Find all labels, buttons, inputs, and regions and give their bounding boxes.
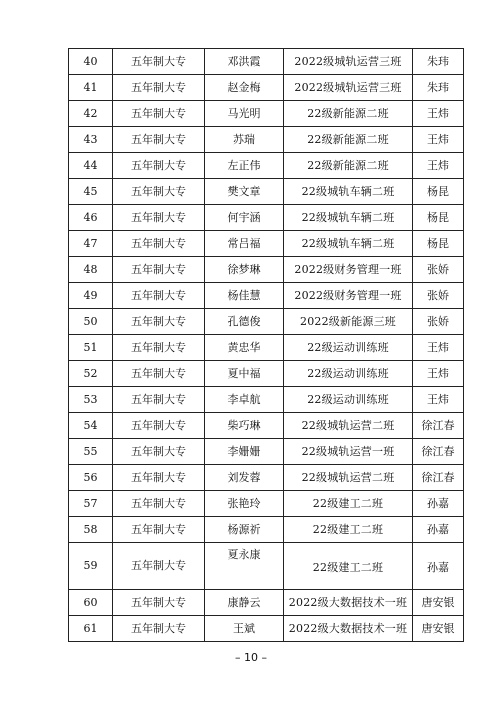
row-number: 47 [69, 231, 113, 257]
program-type: 五年制大专 [113, 361, 205, 387]
table-row [69, 179, 464, 205]
program-type: 五年制大专 [113, 283, 205, 309]
page-number: – 10 – [235, 651, 267, 664]
teacher-name: 朱玮 [413, 49, 464, 75]
student-name: 孔德俊 [205, 309, 284, 335]
row-number: 46 [69, 205, 113, 231]
class-name: 22级建工二班 [284, 491, 413, 517]
row-number: 51 [69, 335, 113, 361]
row-number: 54 [69, 413, 113, 439]
student-name: 夏中福 [205, 361, 284, 387]
student-name: 康静云 [205, 590, 284, 616]
class-name: 22级城轨车辆二班 [284, 179, 413, 205]
table-row [69, 205, 464, 231]
class-name: 2022级城轨运营三班 [284, 75, 413, 101]
program-type: 五年制大专 [113, 179, 205, 205]
row-number: 61 [69, 616, 113, 642]
teacher-name: 杨昆 [413, 179, 464, 205]
teacher-name: 孙嘉 [413, 543, 464, 590]
class-name: 2022级财务管理一班 [284, 283, 413, 309]
class-name: 2022级新能源三班 [284, 309, 413, 335]
row-number: 57 [69, 491, 113, 517]
program-type: 五年制大专 [113, 335, 205, 361]
row-number: 42 [69, 101, 113, 127]
program-type: 五年制大专 [113, 257, 205, 283]
row-number: 60 [69, 590, 113, 616]
class-name: 22级城轨运营一班 [284, 439, 413, 465]
student-name: 柴巧琳 [205, 413, 284, 439]
teacher-name: 徐江春 [413, 439, 464, 465]
row-number: 45 [69, 179, 113, 205]
table-row [69, 439, 464, 465]
program-type: 五年制大专 [113, 387, 205, 413]
teacher-name: 王炜 [413, 387, 464, 413]
teacher-name: 朱玮 [413, 75, 464, 101]
class-name: 2022级大数据技术一班 [284, 590, 413, 616]
teacher-name: 张娇 [413, 309, 464, 335]
row-number: 58 [69, 517, 113, 543]
program-type: 五年制大专 [113, 517, 205, 543]
student-name: 苏瑞 [205, 127, 284, 153]
row-number: 40 [69, 49, 113, 75]
program-type: 五年制大专 [113, 543, 205, 590]
table-row [69, 387, 464, 413]
teacher-name: 王炜 [413, 127, 464, 153]
program-type: 五年制大专 [113, 49, 205, 75]
program-type: 五年制大专 [113, 75, 205, 101]
row-number: 55 [69, 439, 113, 465]
teacher-name: 徐江春 [413, 465, 464, 491]
table-row [69, 231, 464, 257]
table-row [69, 590, 464, 616]
table-row [69, 153, 464, 179]
program-type: 五年制大专 [113, 465, 205, 491]
teacher-name: 张娇 [413, 283, 464, 309]
student-name: 杨源祈 [205, 517, 284, 543]
table-row [69, 49, 464, 75]
student-name: 黄忠华 [205, 335, 284, 361]
row-number: 52 [69, 361, 113, 387]
program-type: 五年制大专 [113, 153, 205, 179]
class-name: 22级建工二班 [284, 517, 413, 543]
program-type: 五年制大专 [113, 590, 205, 616]
table-row [69, 413, 464, 439]
student-name: 樊文章 [205, 179, 284, 205]
class-name: 2022级财务管理一班 [284, 257, 413, 283]
row-number: 49 [69, 283, 113, 309]
teacher-name: 孙嘉 [413, 517, 464, 543]
student-name: 赵金梅 [205, 75, 284, 101]
teacher-name: 张娇 [413, 257, 464, 283]
class-name: 22级运动训练班 [284, 361, 413, 387]
student-name: 刘发蓉 [205, 465, 284, 491]
teacher-name: 王炜 [413, 153, 464, 179]
program-type: 五年制大专 [113, 127, 205, 153]
student-name: 王斌 [205, 616, 284, 642]
student-name: 左正伟 [205, 153, 284, 179]
teacher-name: 唐安银 [413, 616, 464, 642]
class-name: 22级建工二班 [284, 543, 413, 590]
row-number: 56 [69, 465, 113, 491]
student-name: 杨佳慧 [205, 283, 284, 309]
program-type: 五年制大专 [113, 439, 205, 465]
class-name: 2022级大数据技术一班 [284, 616, 413, 642]
teacher-name: 徐江春 [413, 413, 464, 439]
teacher-name: 王炜 [413, 335, 464, 361]
roster-body [69, 49, 464, 642]
program-type: 五年制大专 [113, 231, 205, 257]
student-name: 张艳玲 [205, 491, 284, 517]
class-name: 2022级城轨运营三班 [284, 49, 413, 75]
program-type: 五年制大专 [113, 309, 205, 335]
teacher-name: 王炜 [413, 101, 464, 127]
program-type: 五年制大专 [113, 616, 205, 642]
program-type: 五年制大专 [113, 491, 205, 517]
table-row [69, 335, 464, 361]
row-number: 50 [69, 309, 113, 335]
row-number: 43 [69, 127, 113, 153]
student-roster-table [68, 48, 464, 642]
student-name: 李卓航 [205, 387, 284, 413]
table-row [69, 127, 464, 153]
table-row [69, 491, 464, 517]
table-row [69, 616, 464, 642]
student-name: 李姗姗 [205, 439, 284, 465]
class-name: 22级运动训练班 [284, 335, 413, 361]
table-row [69, 517, 464, 543]
row-number: 44 [69, 153, 113, 179]
program-type: 五年制大专 [113, 205, 205, 231]
student-name: 徐梦琳 [205, 257, 284, 283]
student-name: 常吕福 [205, 231, 284, 257]
row-number: 53 [69, 387, 113, 413]
table-row [69, 75, 464, 101]
teacher-name: 王炜 [413, 361, 464, 387]
table-row [69, 101, 464, 127]
teacher-name: 唐安银 [413, 590, 464, 616]
class-name: 22级新能源二班 [284, 101, 413, 127]
table-row [69, 465, 464, 491]
teacher-name: 孙嘉 [413, 491, 464, 517]
class-name: 22级城轨车辆二班 [284, 205, 413, 231]
table-row [69, 361, 464, 387]
class-name: 22级城轨运营二班 [284, 465, 413, 491]
class-name: 22级新能源二班 [284, 153, 413, 179]
class-name: 22级城轨运营二班 [284, 413, 413, 439]
student-name: 夏永康 [205, 543, 284, 590]
table-row [69, 257, 464, 283]
table-row [69, 309, 464, 335]
teacher-name: 杨昆 [413, 205, 464, 231]
student-name: 邓洪霞 [205, 49, 284, 75]
class-name: 22级城轨车辆二班 [284, 231, 413, 257]
row-number: 41 [69, 75, 113, 101]
table-row [69, 543, 464, 590]
row-number: 59 [69, 543, 113, 590]
teacher-name: 杨昆 [413, 231, 464, 257]
student-name: 何宇涵 [205, 205, 284, 231]
student-name: 马光明 [205, 101, 284, 127]
table-row [69, 283, 464, 309]
row-number: 48 [69, 257, 113, 283]
program-type: 五年制大专 [113, 101, 205, 127]
program-type: 五年制大专 [113, 413, 205, 439]
class-name: 22级运动训练班 [284, 387, 413, 413]
class-name: 22级新能源二班 [284, 127, 413, 153]
